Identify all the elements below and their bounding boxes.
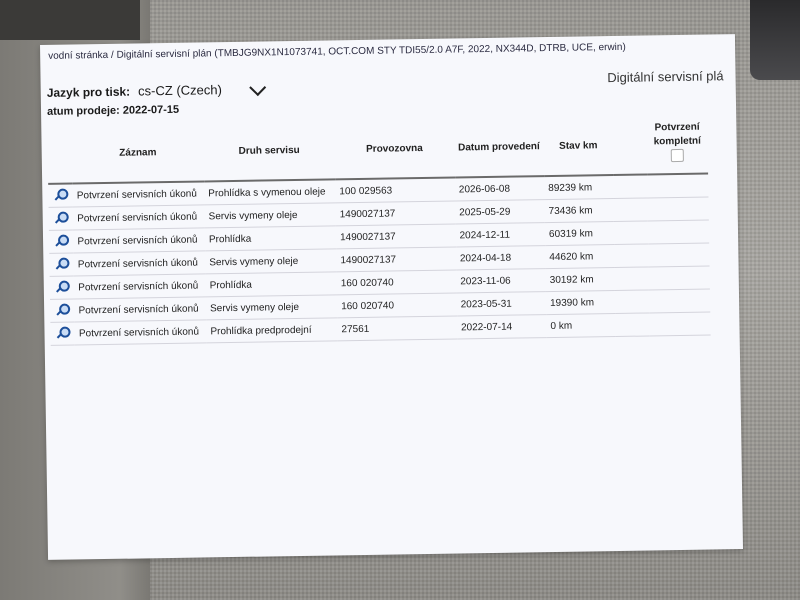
cell-record: Potvrzení servisních úkonů	[73, 228, 205, 253]
cell-record: Potvrzení servisních úkonů	[74, 297, 206, 322]
cell-service-type: Prohlídka predprodejní	[206, 318, 337, 343]
row-icon-cell	[49, 230, 74, 253]
document-title: Digitální servisní plá	[607, 68, 724, 86]
row-icon-cell	[50, 322, 75, 345]
cell-date: 2026-06-08	[455, 176, 545, 201]
cell-mileage: 30192 km	[546, 267, 616, 291]
cell-mileage: 44620 km	[545, 245, 615, 269]
magnifier-icon[interactable]	[56, 325, 70, 339]
cell-date: 2024-12-11	[455, 223, 545, 247]
service-table	[47, 115, 710, 346]
cell-date: 2024-04-18	[456, 246, 546, 270]
magnifier-icon[interactable]	[54, 233, 68, 247]
row-icon-cell	[50, 276, 75, 299]
header-confirm-line2: kompletní	[653, 135, 701, 148]
cell-confirm	[649, 289, 710, 313]
magnifier-icon[interactable]	[54, 210, 68, 224]
cell-mileage: 19390 km	[546, 290, 616, 314]
cell-confirm	[650, 312, 711, 336]
header-confirm	[647, 115, 709, 175]
header-record[interactable]: Záznam	[72, 122, 204, 183]
cell-service-type: Servis vymeny oleje	[204, 203, 335, 228]
cell-date: 2025-05-29	[455, 200, 545, 224]
magnifier-icon[interactable]	[55, 256, 69, 270]
cell-mileage: 60319 km	[545, 222, 615, 246]
print-language-label: Jazyk pro tisk:	[46, 84, 131, 100]
cell-workshop: 160 020740	[337, 270, 457, 295]
dark-strip	[0, 0, 140, 40]
magnifier-icon[interactable]	[55, 279, 69, 293]
cell-workshop: 27561	[337, 316, 457, 341]
cell-spacer	[614, 221, 648, 245]
sale-date: atum prodeje: 2022-07-15	[46, 103, 180, 118]
cell-service-type: Servis vymeny oleje	[205, 249, 336, 274]
header-service-type[interactable]: Druh servisu	[203, 120, 335, 181]
header-icon-col	[47, 125, 72, 184]
cell-workshop: 160 020740	[337, 293, 457, 318]
cell-spacer	[616, 313, 650, 337]
phone-corner	[750, 0, 800, 80]
confirm-all-checkbox[interactable]	[671, 149, 684, 162]
header-mileage[interactable]: Stav km	[543, 116, 613, 176]
row-icon-cell	[49, 207, 74, 230]
table-header-row	[47, 115, 708, 184]
cell-date: 2022-07-14	[457, 315, 547, 339]
cell-confirm	[648, 220, 709, 244]
row-icon-cell	[50, 299, 75, 322]
chevron-down-icon	[249, 79, 266, 96]
cell-confirm	[647, 174, 708, 198]
cell-confirm	[648, 197, 709, 221]
print-language-select[interactable]	[138, 81, 264, 98]
cell-mileage: 89239 km	[544, 175, 614, 200]
cell-spacer	[614, 198, 648, 222]
print-language-value: cs-CZ (Czech)	[137, 82, 222, 99]
cell-record: Potvrzení servisních úkonů	[74, 274, 206, 299]
cell-confirm	[649, 243, 710, 267]
cell-service-type: Prohlídka s vymenou oleje	[204, 179, 335, 205]
cell-record: Potvrzení servisních úkonů	[73, 181, 205, 207]
print-language-row	[47, 81, 264, 99]
cell-confirm	[649, 266, 710, 290]
cell-record: Potvrzení servisních úkonů	[75, 320, 207, 345]
printed-sheet	[40, 34, 743, 560]
cell-spacer	[615, 290, 649, 314]
header-confirm-line1: Potvrzení	[654, 121, 700, 134]
cell-mileage: 73436 km	[544, 199, 614, 223]
cell-service-type: Servis vymeny oleje	[206, 295, 337, 320]
cell-date: 2023-11-06	[456, 269, 546, 293]
cell-record: Potvrzení servisních úkonů	[73, 205, 205, 230]
cell-spacer	[613, 174, 647, 198]
cell-date: 2023-05-31	[456, 292, 546, 316]
cell-workshop: 1490027137	[336, 247, 456, 272]
row-icon-cell	[49, 253, 74, 276]
header-workshop[interactable]: Provozovna	[334, 119, 454, 180]
magnifier-icon[interactable]	[55, 302, 69, 316]
breadcrumb: vodní stránka / Digitální servisní plán (TMBJG9NX1N1073741, OCT.COM STY TDI55/2.0 A7F, 2022, NX344D, DTRB, UCE, erwin)	[48, 41, 626, 62]
cell-service-type: Prohlídka	[206, 272, 337, 297]
cell-workshop: 1490027137	[336, 201, 456, 226]
cell-spacer	[615, 267, 649, 291]
cell-workshop: 1490027137	[336, 224, 456, 249]
cell-workshop: 100 029563	[335, 178, 455, 203]
cell-spacer	[615, 244, 649, 268]
row-icon-cell	[48, 184, 73, 208]
magnifier-icon[interactable]	[53, 187, 67, 201]
cell-service-type: Prohlídka	[205, 226, 336, 251]
cell-mileage: 0 km	[546, 313, 616, 337]
header-spacer	[612, 115, 647, 175]
cell-record: Potvrzení servisních úkonů	[74, 251, 206, 276]
header-date[interactable]: Datum provedení	[454, 117, 544, 177]
